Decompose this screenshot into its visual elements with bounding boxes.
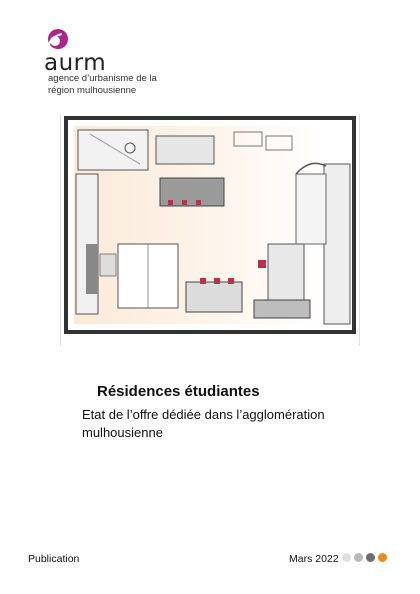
indicator-dot	[378, 553, 387, 562]
publication-subtitle: Etat de l’offre dédiée dans l’agglomération mulhousienne	[82, 407, 325, 440]
series-indicator	[342, 553, 390, 565]
floor-plan-illustration	[60, 114, 360, 346]
indicator-dot	[354, 553, 363, 562]
indicator-dot	[366, 553, 375, 562]
publication-date: Mars 2022	[289, 553, 339, 565]
publication-title: Résidences étudiantes	[97, 383, 260, 400]
logo-tagline: agence d’urbanisme de la région mulhousienne	[48, 73, 157, 96]
logo-wordmark: aurm	[44, 50, 107, 76]
indicator-dot	[342, 553, 351, 562]
publication-category: Publication	[28, 553, 80, 565]
aurm-logo-mark-icon	[44, 28, 68, 50]
